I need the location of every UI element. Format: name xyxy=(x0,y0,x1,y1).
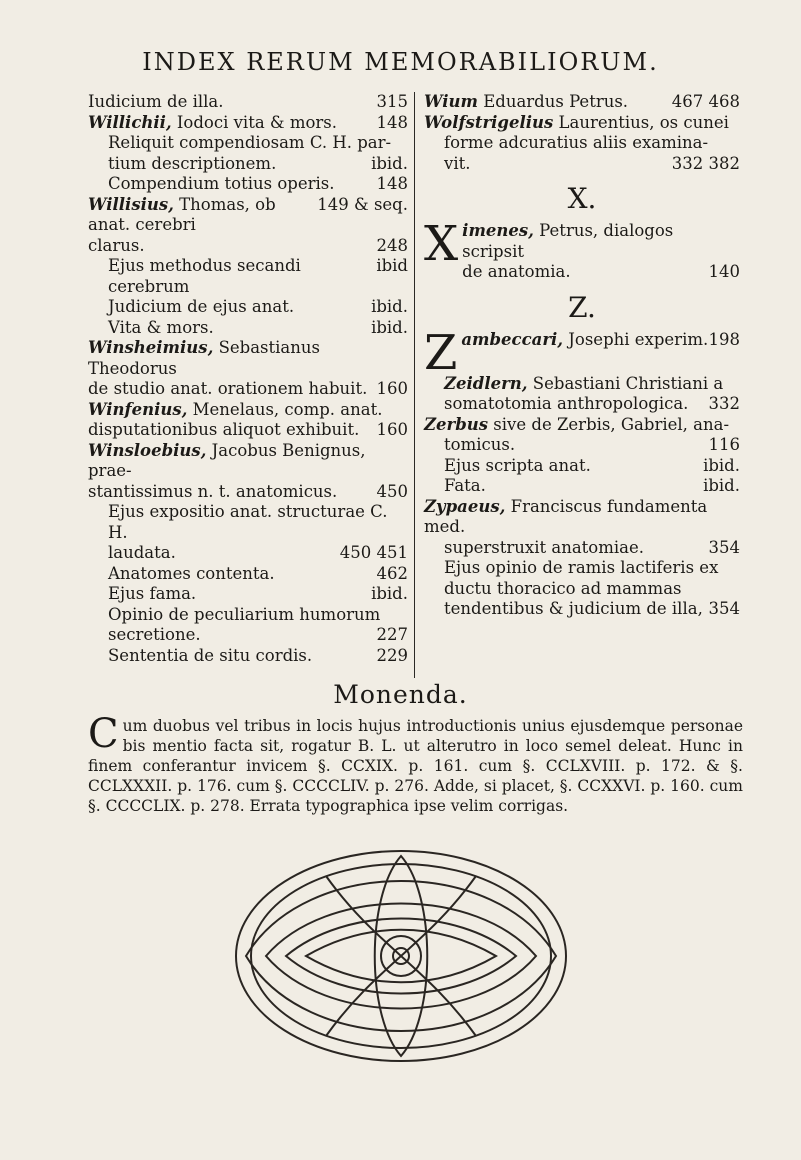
index-entry: ibid. Fata. xyxy=(444,476,740,495)
index-entry: Reliquit compendiosam C. H. par- xyxy=(108,133,392,152)
index-entry: ibid. Ejus scripta anat. xyxy=(444,455,740,475)
index-entry: 148 Willichii, Iodoci vita & mors. xyxy=(88,112,408,132)
index-entry: 354 tendentibus & judicium de illa, xyxy=(444,599,740,618)
index-entry: 467 468 Wium Eduardus Petrus. xyxy=(424,92,740,111)
index-entry: 450 451 laudata. xyxy=(108,543,408,562)
index-entry: 450 stantissimus n. t. anatomicus. xyxy=(88,481,408,501)
column-divider xyxy=(414,92,415,678)
drop-cap: C xyxy=(88,711,119,757)
index-entry: Zeidlern, Sebastiani Christiani a xyxy=(444,373,724,393)
index-entry: 315 Iudicium de illa. xyxy=(88,92,408,111)
index-entry: 160 disputationibus aliquot exhibuit. xyxy=(88,420,408,439)
index-entry: Ejus expositio anat. structurae C. H. xyxy=(108,502,388,542)
index-entry: 148 Compendium totius operis. xyxy=(108,174,408,193)
section-letter-z: Z. xyxy=(568,290,596,324)
index-entry: 198 Z ambeccari, Josephi experim. xyxy=(424,329,740,374)
page-header: INDEX RERUM MEMORABILIORUM. xyxy=(142,48,659,76)
index-entry: forme adcuratius aliis examina- xyxy=(444,133,709,152)
index-entry: ibid. Vita & mors. xyxy=(108,317,408,337)
drop-cap: Z xyxy=(424,329,458,374)
index-entry: 116 tomicus. xyxy=(444,435,740,454)
index-entry: Winsloebius, Jacobus Benignus, prae- xyxy=(88,440,366,480)
index-entry: 354 superstruxit anatomiae. xyxy=(444,537,740,557)
index-entry: Zypaeus, Franciscus fundamenta med. xyxy=(424,496,708,536)
index-entry: 332 382 vit. xyxy=(444,153,740,173)
section-letter-x: X. xyxy=(567,182,597,215)
index-entry: ibid. tium descriptionem. xyxy=(108,153,408,173)
right-column xyxy=(424,92,740,620)
left-column: 315 Iudicium de illa. 148 Willichii, Iodoci vita & mors. Reliquit compendiosam C. H. par- ibid. tium descriptionem. 148 Compendium totius operis. 149 & seq. Willisius, Thomas, ob anat. cerebri 248 clarus. ibid Ejus methodus secandi cerebrum ibid. Judicium de ejus anat. ibid. Vita & mors. Winsheimius, Sebastianus Theodorus 160 de studio anat. orationem habuit. Winfenius, Menelaus, comp. anat. 160 disputationibus aliquot exhibuit. Winsloebius, Jacobus Benignus, prae- 450 stantissimus n. t. anatomicus. Ejus expositio anat. structurae C. H. 450 451 laudata. 462 Anatomes contenta. ibid. Ejus fama. Opinio de peculiarium humorum 227 secretione. 229 Sententia de situ cordis. xyxy=(88,92,408,665)
index-entry: Willisius, Thomas, ob anat. cerebri xyxy=(88,194,276,234)
index-entry-x: X imenes, Petrus, dialogos scripsit de anatomia. 140 xyxy=(424,221,740,281)
index-entry: 227 secretione. xyxy=(108,625,408,644)
index-entry: 160 de studio anat. orationem habuit. xyxy=(88,379,408,398)
index-entry: 248 clarus. xyxy=(88,235,408,255)
decorative-ornament xyxy=(226,836,576,1076)
index-entry: ibid. Ejus fama. xyxy=(108,584,408,603)
index-entry: ibid. Judicium de ejus anat. xyxy=(108,297,408,316)
index-entry: 229 Sententia de situ cordis. xyxy=(108,645,408,665)
index-entry: ibid Ejus methodus secandi cerebrum xyxy=(108,256,408,296)
drop-cap: X xyxy=(424,221,459,272)
index-entry: Wolfstrigelius Laurentius, os cunei xyxy=(424,112,729,132)
index-entry: 462 Anatomes contenta. xyxy=(108,563,408,583)
index-entry: Winfenius, Menelaus, comp. anat. xyxy=(88,399,383,419)
index-entry: Ejus opinio de ramis lactiferis ex xyxy=(444,558,719,577)
index-entry: 332 somatotomia anthropologica. xyxy=(444,394,740,413)
monenda-heading: Monenda. xyxy=(333,680,468,709)
index-entry: ductu thoracico ad mammas xyxy=(444,578,682,598)
index-entry: Zerbus sive de Zerbis, Gabriel, ana- xyxy=(424,414,730,434)
monenda-paragraph: Cum duobus vel tribus in locis hujus introductionis unius ejusdemque personae bis mentio facta sit, rogatur B. L. ut alterutro in loco semel deleat. Hunc in finem conferantur invicem §. CCXIX. p. 161. cum §. CCLXVIII. p. 172. & §. CCLXXXII. p. 176. cum §. CCCCLIV. p. 276. Adde, si placet, §. CCXXVI. p. 160. cum §. CCCCLIX. p. 278. Errata typographica ipse velim corrigas. xyxy=(88,711,743,815)
index-entry: Winsheimius, Sebastianus Theodorus xyxy=(88,338,320,378)
index-entry: Opinio de peculiarium humorum xyxy=(108,604,381,624)
